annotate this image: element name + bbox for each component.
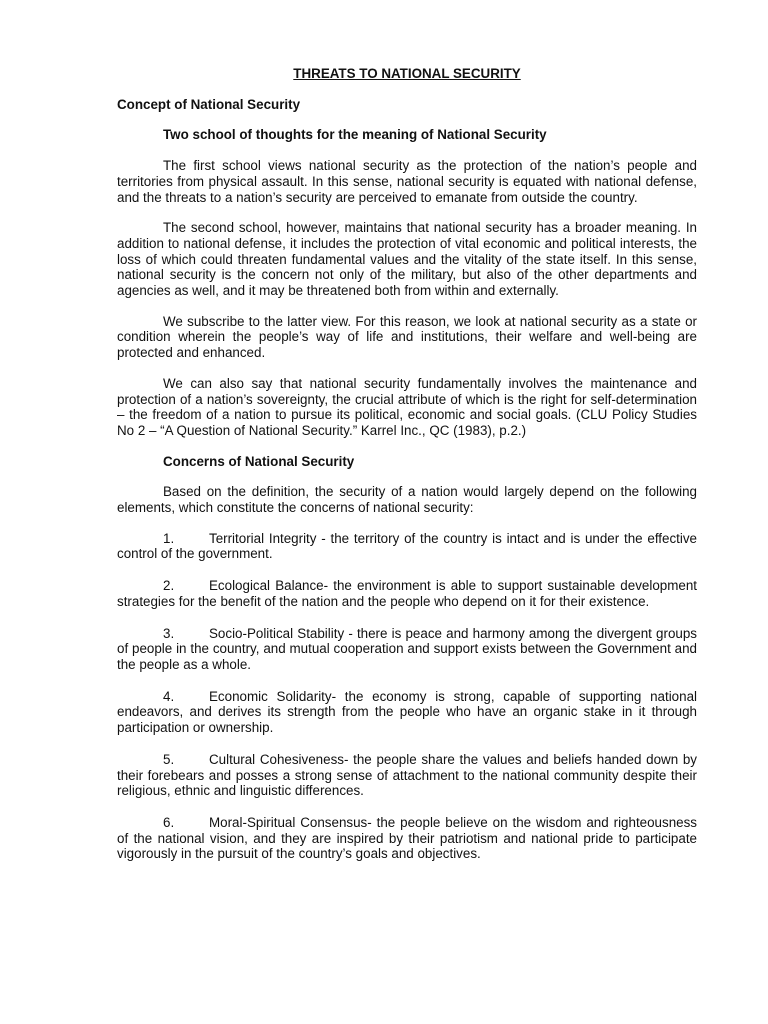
document-title: THREATS TO NATIONAL SECURITY [293,66,521,81]
concern-text: Ecological Balance- the environment is able to support sustainable development strategies for the benefit of the nation and the people who depend on it for their existence. [117,578,697,609]
concern-item [117,626,697,673]
concern-text: Moral-Spiritual Consensus- the people believe on the wisdom and righteousness of the national vision, and they are inspired by their patriotism and national pride to participate vigorously in the pursuit of the country’s goals and objectives. [117,814,697,862]
concern-item [117,815,697,862]
concern-number: 1. [163,530,175,546]
concern-number: 4. [163,688,175,704]
concern-text: Territorial Integrity - the territory of the country is intact and is under the effective control of the government. [117,530,697,562]
concern-number: 5. [163,751,175,767]
document-page [117,66,697,878]
schools-heading: Two school of thoughts for the meaning of National Security [163,127,547,143]
concern-item [117,578,697,609]
concept-heading: Concept of National Security [117,96,301,112]
concern-text: Cultural Cohesiveness- the people share the values and beliefs handed down by their forebears and posses a strong sense of attachment to the national community despite their religious, ethnic and linguistic differences. [117,751,697,799]
paragraph: We subscribe to the latter view. For this reason, we look at national security as a state or condition wherein the people’s way of life and institutions, their welfare and well-being are protected and enhanced. [117,313,697,361]
concern-item [117,531,697,562]
concern-text: Socio-Political Stability - there is peace and harmony among the divergent groups of people in the country, and mutual cooperation and support exists between the Government and the people as a whole. [117,625,697,672]
concern-number: 6. [163,814,175,830]
concern-item [117,752,697,799]
paragraph: The second school, however, maintains that national security has a broader meaning. In addition to national defense, it includes the protection of vital economic and political interests, the loss of which could threaten fundamental values and the vitality of the state itself. In this sense, national security is the concern not only of the military, but also of the other departments and agencies as well, and it may be threatened both from within and externally. [117,220,697,299]
concern-number: 2. [163,578,175,594]
paragraph: We can also say that national security fundamentally involves the maintenance and protection of a nation’s sovereignty, the crucial attribute of which is the right for self-determination – the freedom of a nation to pursue its political, economic and social goals. (CLU Policy Studies No 2 – “A Question of National Security.” Karrel Inc., QC (1983), p.2.) [117,375,697,438]
concerns-intro: Based on the definition, the security of a nation would largely depend on the following elements, which constitute the concerns of national security: [117,484,697,516]
concern-text: Economic Solidarity- the economy is strong, capable of supporting national endeavors, and derives its strength from the people who have an organic stake in it through participation or ownership. [117,688,697,736]
concern-item [117,689,697,736]
concerns-heading: Concerns of National Security [163,453,355,469]
paragraph: The first school views national security as the protection of the nation’s people and territories from physical assault. In this sense, national security is equated with national defense, and the threats to a nation’s security are perceived to emanate from outside the country. [117,158,697,205]
concern-number: 3. [163,625,175,641]
